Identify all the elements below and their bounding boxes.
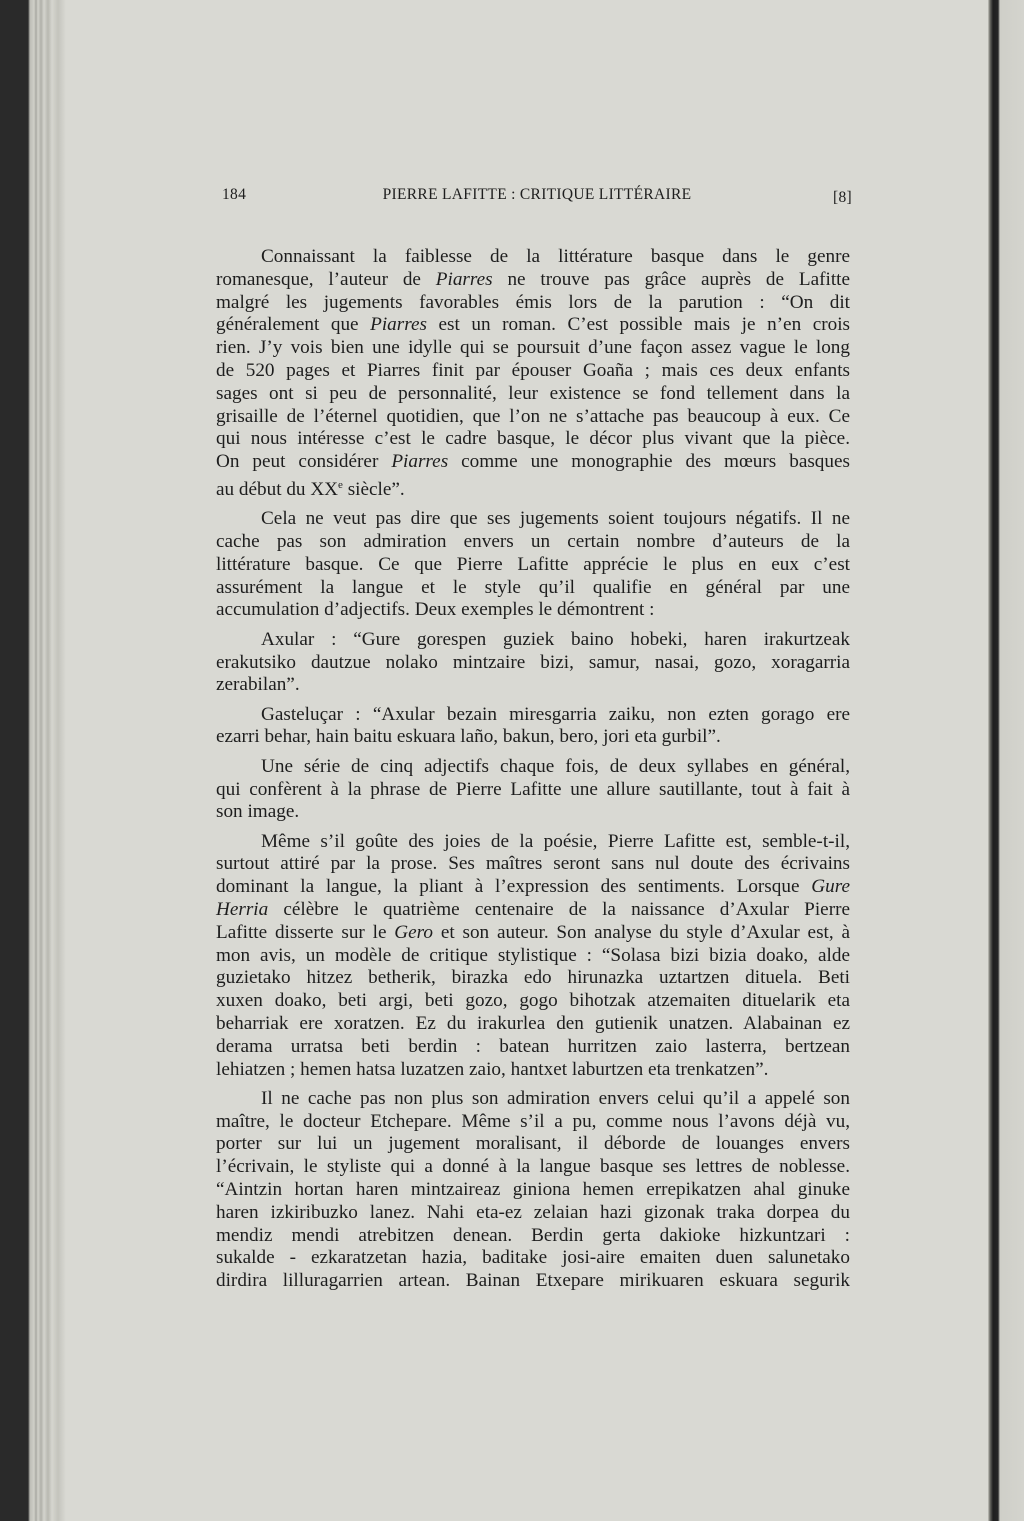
text-line xyxy=(216,1179,850,1202)
text-line xyxy=(216,756,850,779)
text-segment: dominant la langue, la pliant à l’expression des sentiments. Lorsque xyxy=(216,876,812,898)
paragraph xyxy=(216,704,850,750)
text-line xyxy=(216,269,850,292)
text-segment: Cela ne veut pas dire que ses jugements soient toujours négatifs. Il ne xyxy=(261,508,850,530)
text-line xyxy=(216,337,850,360)
paragraph xyxy=(216,629,850,697)
text-line xyxy=(216,1247,850,1270)
italic-title: Gero xyxy=(394,921,434,943)
text-line xyxy=(216,945,850,968)
text-segment: mon avis, un modèle de critique stylistique : “Solasa bizi bizia doako, alde xyxy=(216,944,850,966)
text-line xyxy=(216,1013,850,1036)
text-line xyxy=(216,990,850,1013)
text-line xyxy=(216,292,850,315)
text-segment: généralement que xyxy=(216,314,371,336)
italic-title: Piarres xyxy=(391,451,449,473)
paragraph xyxy=(216,1088,850,1293)
text-segment: maître, le docteur Etchepare. Même s’il a pu, comme nous l’avons déjà vu, xyxy=(216,1110,850,1132)
text-line xyxy=(216,967,850,990)
text-segment: assurément la langue et le style qu’il qualifie en général par une xyxy=(216,576,850,598)
text-segment: malgré les jugements favorables émis lors de la parution : “On dit xyxy=(216,291,850,313)
text-segment: siècle”. xyxy=(342,478,405,500)
text-line xyxy=(216,599,850,622)
page-number: 184 xyxy=(222,186,247,203)
text-line xyxy=(216,314,850,337)
text-line xyxy=(216,360,850,383)
text-segment: qui confèrent à la phrase de Pierre Lafitte une allure sautillante, tout à fait à xyxy=(216,778,850,800)
text-segment: grisaille de l’éternel quotidien, que l’on ne s’attache pas beaucoup à eux. Ce xyxy=(216,405,850,427)
running-header xyxy=(222,186,852,206)
text-line xyxy=(216,1270,850,1293)
paragraph xyxy=(216,831,850,1082)
text-line xyxy=(216,704,850,727)
paragraph xyxy=(216,756,850,824)
section-number: [8] xyxy=(833,189,852,206)
text-line xyxy=(216,1111,850,1134)
superscript: e xyxy=(338,478,343,491)
text-segment: romanesque, l’auteur de xyxy=(216,268,436,290)
text-line xyxy=(216,899,850,922)
text-segment: zerabilan”. xyxy=(216,674,300,696)
text-segment: sukalde - ezkaratzetan hazia, baditake josi-aire emaiten duen salunetako xyxy=(216,1247,850,1269)
text-segment: ezarri behar, hain baitu eskuara laño, bakun, bero, jori eta gurbil”. xyxy=(216,726,721,748)
text-segment: accumulation d’adjectifs. Deux exemples le démontrent : xyxy=(216,599,655,621)
text-line xyxy=(216,801,850,824)
book-page-edges-left xyxy=(0,0,66,1521)
text-segment: rien. J’y vois bien une idylle qui se poursuit d’une façon assez vague le long xyxy=(216,337,850,359)
text-line xyxy=(216,674,850,697)
paragraph xyxy=(216,508,850,622)
text-segment: Gasteluçar : “Axular bezain miresgarria zaiku, non ezten gorago ere xyxy=(261,703,850,725)
text-line xyxy=(216,831,850,854)
text-segment: l’écrivain, le styliste qui a donné à la langue basque ses lettres de noblesse. xyxy=(216,1156,850,1178)
text-segment: On peut considérer xyxy=(216,451,392,473)
text-line xyxy=(216,726,850,749)
text-segment: Il ne cache pas non plus son admiration envers celui qu’il a appelé son xyxy=(261,1087,850,1109)
text-line xyxy=(216,876,850,899)
text-segment: sages ont si peu de personnalité, leur existence se fond tellement dans la xyxy=(216,382,850,404)
text-line xyxy=(216,428,850,451)
text-line xyxy=(216,531,850,554)
text-line xyxy=(216,554,850,577)
text-line xyxy=(216,1156,850,1179)
text-segment: de 520 pages et Piarres finit par épouser Goaña ; mais ces deux enfants xyxy=(216,359,850,381)
text-segment: surtout attiré par la prose. Ses maîtres seront sans nul doute des écrivains xyxy=(216,853,850,875)
text-segment: haren izkiribuzko lanez. Nahi eta-ez zelaian hazi gizonak traka dorpea du xyxy=(216,1201,850,1223)
text-segment: Connaissant la faiblesse de la littérature basque dans le genre xyxy=(261,246,850,267)
text-line xyxy=(216,1133,850,1156)
text-segment: derama urratsa beti berdin : batean hurritzen zaio lasterra, bertzean xyxy=(216,1035,850,1057)
text-line xyxy=(216,383,850,406)
text-line xyxy=(216,853,850,876)
text-segment: dirdira lilluragarrien artean. Bainan Etxepare mirikuaren eskuara segurik xyxy=(216,1270,850,1292)
text-line xyxy=(216,1036,850,1059)
text-line xyxy=(216,1202,850,1225)
text-segment: xuxen doako, beti argi, beti gozo, gogo bihotzak atzemaiten dituelarik eta xyxy=(216,990,850,1012)
body-text xyxy=(216,246,850,1300)
italic-title: Herria xyxy=(216,899,269,921)
italic-title: Piarres xyxy=(435,268,493,290)
text-segment: ne trouve pas grâce auprès de Lafitte xyxy=(492,268,850,290)
text-line xyxy=(216,779,850,802)
text-segment: “Aintzin hortan haren mintzaireaz giniona hemen errepikatzen ahal ginuke xyxy=(216,1179,850,1201)
text-segment: comme une monographie des mœurs basques xyxy=(448,451,850,473)
italic-title: Gure xyxy=(811,876,850,898)
text-line xyxy=(216,652,850,675)
book-binding-right xyxy=(988,0,1024,1521)
text-segment: Axular : “Gure gorespen guziek baino hobeki, haren irakurtzeak xyxy=(261,628,850,650)
text-line xyxy=(216,922,850,945)
text-line xyxy=(216,451,850,474)
text-segment: est un roman. C’est possible mais je n’en crois xyxy=(426,314,850,336)
text-segment: beharriak ere xoratzen. Ez du irakurlea den gutienik unatzen. Alabainan ez xyxy=(216,1013,850,1034)
running-title: PIERRE LAFITTE : CRITIQUE LITTÉRAIRE xyxy=(382,186,692,203)
text-segment: au début du XX xyxy=(216,478,339,500)
text-segment: mendiz mendi atrebitzen denean. Berdin gerta dakioke hizkuntzari : xyxy=(216,1224,850,1246)
paragraph xyxy=(216,246,850,502)
text-segment: Une série de cinq adjectifs chaque fois, de deux syllabes en général, xyxy=(261,755,850,777)
text-line xyxy=(216,508,850,531)
text-segment: qui nous intéresse c’est le cadre basque, le décor plus vivant que la pièce. xyxy=(216,428,850,450)
text-line xyxy=(216,577,850,600)
text-line xyxy=(216,1225,850,1248)
text-segment: son image. xyxy=(216,801,300,823)
text-segment: et son auteur. Son analyse du style d’Axular est, à xyxy=(433,921,850,943)
text-segment: Lafitte disserte sur le xyxy=(216,921,395,943)
text-segment: littérature basque. Ce que Pierre Lafitte apprécie le plus en eux c’est xyxy=(216,553,850,575)
text-line xyxy=(216,474,850,502)
text-line xyxy=(216,1059,850,1082)
text-line xyxy=(216,406,850,429)
text-line xyxy=(216,1088,850,1111)
text-segment: Même s’il goûte des joies de la poésie, Pierre Lafitte est, semble-t-il, xyxy=(261,830,850,852)
text-segment: guzietako hitzez betherik, birazka edo hirunazka uztartzen dituela. Beti xyxy=(216,967,850,989)
text-line xyxy=(216,246,850,269)
text-segment: lehiatzen ; hemen hatsa luzatzen zaio, hantxet laburtzen eta trenkatzen”. xyxy=(216,1058,769,1080)
text-line xyxy=(216,629,850,652)
text-segment: erakutsiko dautzue nolako mintzaire bizi, samur, nasai, gozo, xoragarria xyxy=(216,651,850,673)
italic-title: Piarres xyxy=(370,314,427,336)
text-segment: célèbre le quatrième centenaire de la naissance d’Axular Pierre xyxy=(268,899,850,921)
text-segment: porter sur lui un jugement moralisant, il déborde de louanges envers xyxy=(216,1133,850,1155)
text-segment: cache pas son admiration envers un certain nombre d’auteurs de la xyxy=(216,531,850,553)
